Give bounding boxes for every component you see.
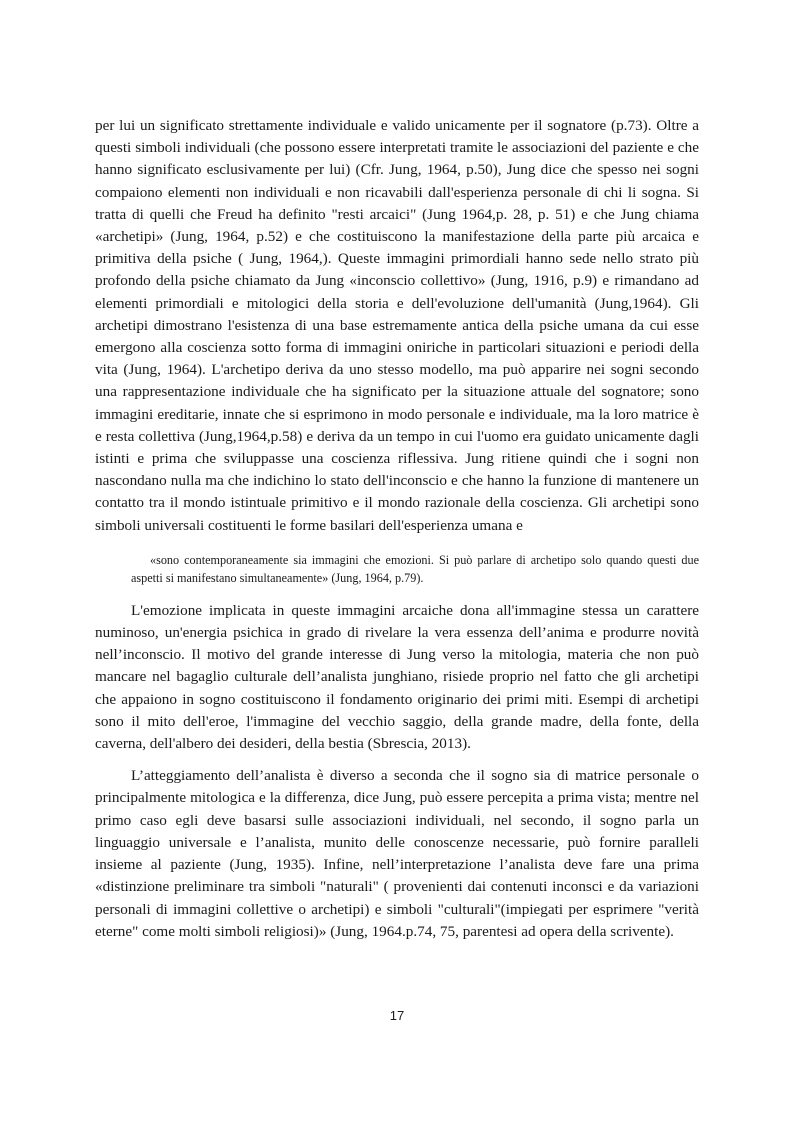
body-paragraph-1: per lui un significato strettamente individuale e valido unicamente per il sognatore (p.73). Oltre a questi simboli individuali (che possono essere interpretati tramite le associazioni del paziente e che hanno significato esclusivamente per lui) (Cfr. Jung, 1964, p.50), Jung dice che spesso nei sogni compaiono elementi non individuali e non ricavabili dall'esperienza personale di chi li sogna. Si tratta di quelli che Freud ha definito "resti arcaici" (Jung 1964,p. 28, p. 51) e che Jung chiama «archetipi» (Jung, 1964, p.52) e che costituiscono la manifestazione della parte più arcaica e primitiva della psiche ( Jung, 1964,). Queste immagini primordiali hanno sede nello strato più profondo della psiche chiamato da Jung «inconscio collettivo» (Jung, 1916, p.9) e rimandano ad elementi primordiali e mitologici della storia e dell'evoluzione dell'umanità (Jung,1964). Gli archetipi dimostrano l'esistenza di una base estremamente antica della psiche umana da cui esse emergono alla coscienza sotto forma di immagini oniriche in particolari situazioni e periodi della vita (Jung, 1964). L'archetipo deriva da uno stesso modello, ma può apparire nei sogni secondo una rappresentazione individuale che ha significato per la situazione attuale del sognatore; sono immagini ereditarie, innate che si esprimono in modo personale e individuale, ma la loro matrice è e resta collettiva (Jung,1964,p.58) e deriva da un tempo in cui l'uomo era guidato unicamente dagli istinti e prima che sviluppasse una coscienza riflessiva. Jung ritiene quindi che i sogni non nascondano nulla ma che indichino lo stato dell'inconscio e che hanno la funzione di mantenere un contatto tra il mondo istintuale primitivo e il mondo razionale della coscienza. Gli archetipi sono simboli universali costituenti le forme basilari dell'esperienza umana e	[95, 117, 699, 534]
block-quote: «sono contemporaneamente sia immagini che emozioni. Si può parlare di archetipo solo quando questi due aspetti si manifestano simultaneamente» (Jung, 1964, p.79).	[131, 552, 699, 586]
body-paragraph-3: L’atteggiamento dell’analista è diverso a seconda che il sogno sia di matrice personale o principalmente mitologica e la differenza, dice Jung, può essere percepita a prima vista; mentre nel primo caso egli deve basarsi sulle associazioni individuali, nel secondo, il sogno parla un linguaggio universale e l’analista, munito delle conoscenze necessarie, può fornire paralleli insieme al paziente (Jung, 1935). Infine, nell’interpretazione l’analista deve fare una prima «distinzione preliminare tra simboli "naturali" ( provenienti dai contenuti inconsci e da variazioni personali di immagini collettive o archetipi) e simboli "culturali"(impiegati per esprimere "verità eterne" come molti simboli religiosi)» (Jung, 1964.p.74, 75, parentesi ad opera della scrivente).	[95, 767, 699, 940]
body-paragraph-2: L'emozione implicata in queste immagini arcaiche dona all'immagine stessa un carattere numinoso, un'energia psichica in grado di rivelare la vera essenza dell’anima e produrre novità nell’inconscio. Il motivo del grande interesse di Jung verso la mitologia, materia che non può mancare nel bagaglio culturale dell’analista junghiano, risiede proprio nel fatto che gli archetipi che appaiono in sogno costituiscono il fondamento originario dei primi miti. Esempi di archetipi sono il mito dell'eroe, l'immagine del vecchio saggio, della grande madre, della fonte, della caverna, dell'albero dei desideri, della bestia (Sbrescia, 2013).	[95, 601, 699, 753]
document-page	[95, 115, 699, 943]
page-number: 17	[389, 1008, 405, 1023]
